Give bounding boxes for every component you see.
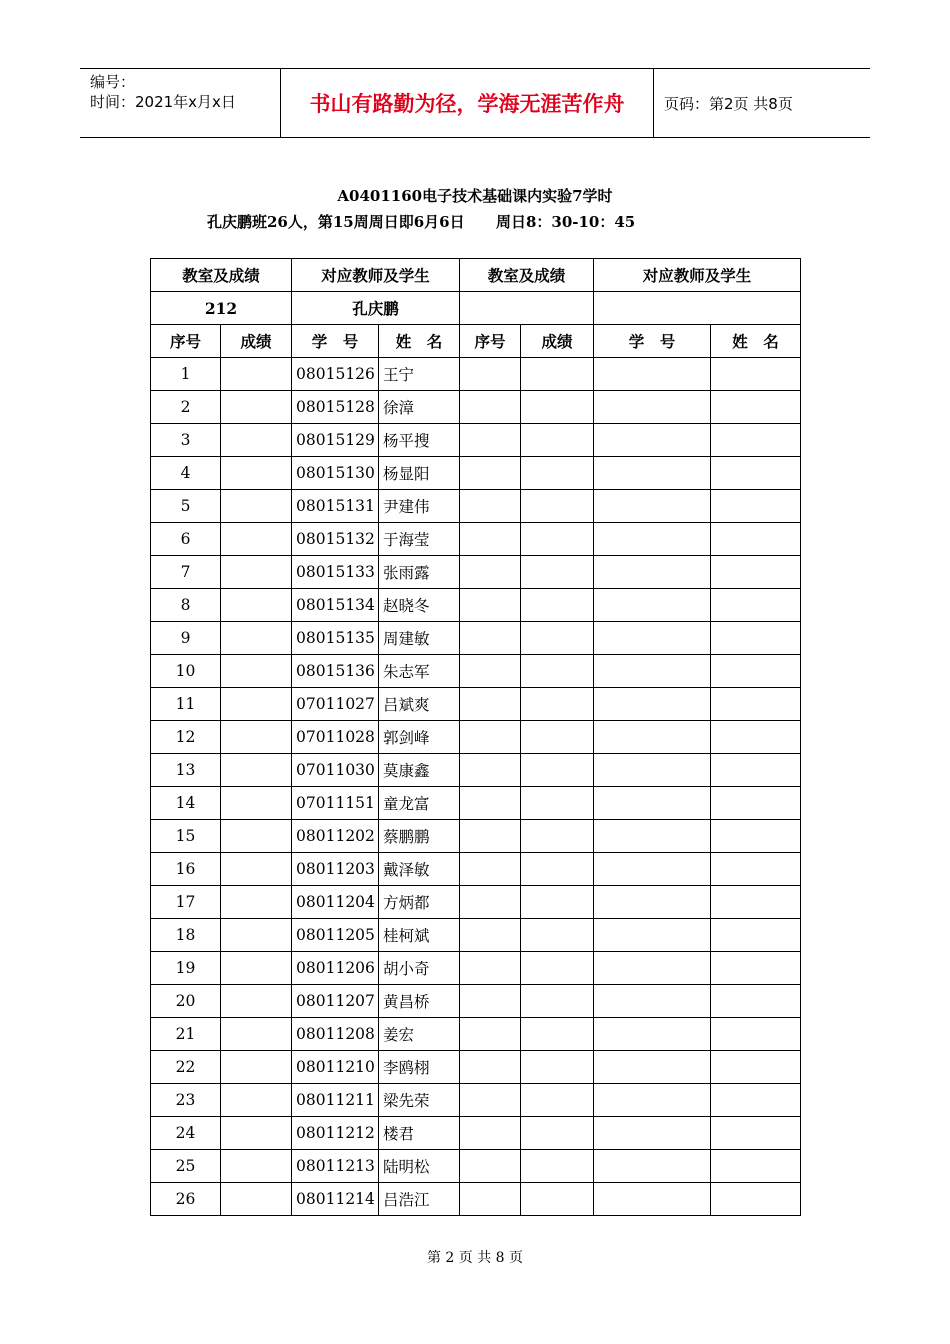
empty-cell [521, 985, 594, 1018]
room-row [151, 292, 801, 325]
empty-cell [521, 1150, 594, 1183]
student-id: 08015130 [292, 457, 379, 490]
table-row [151, 1150, 801, 1183]
empty-cell [594, 688, 711, 721]
group-header-row [151, 259, 801, 292]
student-id: 08015135 [292, 622, 379, 655]
student-name: 王宁 [379, 358, 460, 391]
empty-cell [460, 622, 521, 655]
empty-cell [711, 1084, 801, 1117]
empty-cell [460, 523, 521, 556]
score-cell [221, 556, 292, 589]
empty-cell [594, 1150, 711, 1183]
row-number: 10 [151, 655, 221, 688]
student-id: 08015134 [292, 589, 379, 622]
student-id: 08011205 [292, 919, 379, 952]
empty-cell [460, 655, 521, 688]
student-id: 08011214 [292, 1183, 379, 1216]
header-meta [80, 69, 281, 137]
empty-cell [594, 919, 711, 952]
row-number: 1 [151, 358, 221, 391]
empty-cell [521, 688, 594, 721]
row-number: 16 [151, 853, 221, 886]
table-row [151, 952, 801, 985]
score-cell [221, 457, 292, 490]
row-number: 21 [151, 1018, 221, 1051]
col-header: 序号 [460, 325, 521, 358]
student-name: 杨平搜 [379, 424, 460, 457]
empty-cell [521, 952, 594, 985]
table-row [151, 589, 801, 622]
empty-cell [521, 523, 594, 556]
empty-cell [460, 853, 521, 886]
student-name: 杨显阳 [379, 457, 460, 490]
empty-cell [460, 886, 521, 919]
empty-cell [521, 457, 594, 490]
empty-cell [711, 523, 801, 556]
student-id: 07011151 [292, 787, 379, 820]
col-header: 学 号 [292, 325, 379, 358]
student-name: 周建敏 [379, 622, 460, 655]
student-name: 吕斌爽 [379, 688, 460, 721]
empty-cell [711, 820, 801, 853]
empty-cell [460, 1117, 521, 1150]
table-row [151, 1084, 801, 1117]
row-number: 14 [151, 787, 221, 820]
empty-cell [594, 853, 711, 886]
empty-cell [521, 820, 594, 853]
student-id: 07011028 [292, 721, 379, 754]
page-footer: 第 2 页 共 8 页 [426, 1250, 524, 1266]
empty-cell [594, 490, 711, 523]
empty-cell [460, 787, 521, 820]
student-name: 胡小奇 [379, 952, 460, 985]
empty-cell [594, 1183, 711, 1216]
student-name: 郭剑峰 [379, 721, 460, 754]
empty-cell [711, 688, 801, 721]
group-header-cell: 对应教师及学生 [594, 259, 801, 292]
empty-cell [594, 523, 711, 556]
empty-cell [460, 1084, 521, 1117]
empty-cell [460, 1150, 521, 1183]
empty-cell [460, 985, 521, 1018]
number-label: 编号： [90, 73, 136, 91]
col-header: 姓 名 [711, 325, 801, 358]
empty-cell [460, 589, 521, 622]
empty-cell [594, 589, 711, 622]
row-number: 20 [151, 985, 221, 1018]
row-number: 25 [151, 1150, 221, 1183]
empty-cell [711, 358, 801, 391]
score-cell [221, 886, 292, 919]
empty-cell [521, 721, 594, 754]
empty-cell [594, 952, 711, 985]
empty-cell [711, 853, 801, 886]
empty-cell [460, 688, 521, 721]
empty-cell [711, 1051, 801, 1084]
empty-cell [594, 1117, 711, 1150]
empty-cell [711, 721, 801, 754]
empty-cell [521, 919, 594, 952]
empty-cell [521, 886, 594, 919]
empty-cell [521, 622, 594, 655]
student-name: 张雨露 [379, 556, 460, 589]
row-number: 19 [151, 952, 221, 985]
table-row [151, 1183, 801, 1216]
empty-cell [521, 391, 594, 424]
row-number: 4 [151, 457, 221, 490]
table-row [151, 457, 801, 490]
table-row [151, 1051, 801, 1084]
empty-cell [521, 853, 594, 886]
teacher-cell: 孔庆鹏 [292, 292, 460, 325]
empty-cell [594, 556, 711, 589]
col-header: 姓 名 [379, 325, 460, 358]
table-row [151, 655, 801, 688]
empty-cell [521, 1183, 594, 1216]
score-cell [221, 424, 292, 457]
table-row [151, 853, 801, 886]
empty-cell [460, 490, 521, 523]
empty-cell [594, 358, 711, 391]
empty-cell [521, 655, 594, 688]
empty-cell [594, 391, 711, 424]
student-name: 方炳都 [379, 886, 460, 919]
row-number: 18 [151, 919, 221, 952]
empty-cell [521, 589, 594, 622]
empty-cell [460, 721, 521, 754]
score-cell [221, 523, 292, 556]
row-number: 26 [151, 1183, 221, 1216]
empty-cell [521, 754, 594, 787]
student-name: 赵晓冬 [379, 589, 460, 622]
student-id: 07011030 [292, 754, 379, 787]
row-number: 7 [151, 556, 221, 589]
student-name: 黄昌桥 [379, 985, 460, 1018]
student-id: 08015131 [292, 490, 379, 523]
score-cell [221, 721, 292, 754]
page-header [80, 68, 870, 138]
table-row [151, 985, 801, 1018]
empty-cell [460, 1018, 521, 1051]
empty-cell [594, 985, 711, 1018]
student-id: 08011206 [292, 952, 379, 985]
student-name: 楼君 [379, 1117, 460, 1150]
empty-cell [711, 556, 801, 589]
student-name: 陆明松 [379, 1150, 460, 1183]
empty-cell [594, 886, 711, 919]
empty-cell [460, 919, 521, 952]
student-name: 童龙富 [379, 787, 460, 820]
empty-cell [594, 721, 711, 754]
empty-cell [521, 358, 594, 391]
score-cell [221, 1018, 292, 1051]
document-title: A0401160电子技术基础课内实验7学时 [337, 187, 613, 205]
student-id: 08015133 [292, 556, 379, 589]
row-number: 24 [151, 1117, 221, 1150]
student-name: 蔡鹏鹏 [379, 820, 460, 853]
table-row [151, 1018, 801, 1051]
col-header: 成绩 [221, 325, 292, 358]
empty-cell [521, 424, 594, 457]
empty-cell [711, 919, 801, 952]
student-name: 戴泽敏 [379, 853, 460, 886]
student-name: 李鸥栩 [379, 1051, 460, 1084]
empty-cell [711, 1117, 801, 1150]
student-id: 08011213 [292, 1150, 379, 1183]
row-number: 12 [151, 721, 221, 754]
row-number: 13 [151, 754, 221, 787]
empty-cell [711, 754, 801, 787]
score-cell [221, 853, 292, 886]
student-id: 08011211 [292, 1084, 379, 1117]
header-motto: 书山有路勤为径，学海无涯苦作舟 [281, 69, 654, 137]
score-cell [221, 952, 292, 985]
score-cell [221, 622, 292, 655]
score-cell [221, 787, 292, 820]
empty-cell [460, 556, 521, 589]
empty-cell [521, 1117, 594, 1150]
score-cell [221, 490, 292, 523]
empty-cell [521, 556, 594, 589]
empty-cell [460, 1051, 521, 1084]
table-row [151, 886, 801, 919]
empty-cell [460, 358, 521, 391]
empty-room-cell [460, 292, 594, 325]
row-number: 15 [151, 820, 221, 853]
score-cell [221, 1117, 292, 1150]
score-cell [221, 358, 292, 391]
empty-cell [460, 457, 521, 490]
empty-cell [594, 1018, 711, 1051]
empty-cell [594, 1084, 711, 1117]
empty-cell [594, 754, 711, 787]
student-id: 08011207 [292, 985, 379, 1018]
empty-cell [711, 985, 801, 1018]
room-cell: 212 [151, 292, 292, 325]
empty-cell [711, 391, 801, 424]
table-row [151, 820, 801, 853]
table-row [151, 787, 801, 820]
document-subtitle: 孔庆鹏班26人，第15周周日即6月6日 周日8：30-10：45 [207, 213, 636, 231]
table-row [151, 754, 801, 787]
score-cell [221, 1183, 292, 1216]
empty-cell [711, 1150, 801, 1183]
table-row [151, 556, 801, 589]
student-name: 姜宏 [379, 1018, 460, 1051]
col-header: 序号 [151, 325, 221, 358]
student-id: 08015136 [292, 655, 379, 688]
student-name: 徐漳 [379, 391, 460, 424]
student-id: 08011210 [292, 1051, 379, 1084]
student-id: 08011203 [292, 853, 379, 886]
score-cell [221, 820, 292, 853]
student-id: 08011212 [292, 1117, 379, 1150]
group-header-cell: 对应教师及学生 [292, 259, 460, 292]
empty-cell [594, 622, 711, 655]
row-number: 9 [151, 622, 221, 655]
student-name: 莫康鑫 [379, 754, 460, 787]
row-number: 3 [151, 424, 221, 457]
empty-cell [711, 622, 801, 655]
empty-cell [460, 424, 521, 457]
empty-cell [460, 754, 521, 787]
empty-cell [521, 1051, 594, 1084]
table-row [151, 523, 801, 556]
row-number: 8 [151, 589, 221, 622]
row-number: 5 [151, 490, 221, 523]
group-header-cell: 教室及成绩 [460, 259, 594, 292]
empty-cell [711, 490, 801, 523]
row-number: 22 [151, 1051, 221, 1084]
student-id: 08015132 [292, 523, 379, 556]
table-row [151, 424, 801, 457]
empty-cell [711, 952, 801, 985]
student-name: 于海莹 [379, 523, 460, 556]
empty-cell [594, 1051, 711, 1084]
row-number: 23 [151, 1084, 221, 1117]
empty-cell [521, 787, 594, 820]
table-row [151, 391, 801, 424]
table-body [151, 259, 801, 1216]
row-number: 2 [151, 391, 221, 424]
empty-cell [711, 457, 801, 490]
score-cell [221, 655, 292, 688]
empty-cell [711, 1183, 801, 1216]
empty-cell [711, 1018, 801, 1051]
column-header-row [151, 325, 801, 358]
student-id: 08015128 [292, 391, 379, 424]
empty-cell [711, 787, 801, 820]
score-cell [221, 589, 292, 622]
table-row [151, 721, 801, 754]
empty-cell [460, 391, 521, 424]
empty-teacher-cell [594, 292, 801, 325]
col-header: 学 号 [594, 325, 711, 358]
score-cell [221, 1150, 292, 1183]
score-cell [221, 688, 292, 721]
student-name: 吕浩江 [379, 1183, 460, 1216]
empty-cell [594, 655, 711, 688]
group-header-cell: 教室及成绩 [151, 259, 292, 292]
col-header: 成绩 [521, 325, 594, 358]
score-cell [221, 985, 292, 1018]
row-number: 11 [151, 688, 221, 721]
empty-cell [521, 1018, 594, 1051]
student-name: 梁先荣 [379, 1084, 460, 1117]
table-row [151, 490, 801, 523]
student-id: 08011202 [292, 820, 379, 853]
empty-cell [521, 490, 594, 523]
student-id: 08015126 [292, 358, 379, 391]
schedule-table [150, 258, 801, 1216]
empty-cell [594, 424, 711, 457]
header-page-label: 页码：第2页 共8页 [664, 94, 793, 113]
student-name: 桂柯斌 [379, 919, 460, 952]
empty-cell [711, 655, 801, 688]
student-name: 尹建伟 [379, 490, 460, 523]
table-row [151, 1117, 801, 1150]
score-cell [221, 391, 292, 424]
table-row [151, 622, 801, 655]
score-cell [221, 919, 292, 952]
score-cell [221, 754, 292, 787]
empty-cell [594, 457, 711, 490]
table-row [151, 688, 801, 721]
student-id: 08011208 [292, 1018, 379, 1051]
table-row [151, 919, 801, 952]
empty-cell [521, 1084, 594, 1117]
row-number: 17 [151, 886, 221, 919]
row-number: 6 [151, 523, 221, 556]
time-label: 时间：2021年x月x日 [90, 93, 236, 111]
score-cell [221, 1084, 292, 1117]
empty-cell [711, 424, 801, 457]
student-id: 08015129 [292, 424, 379, 457]
empty-cell [460, 1183, 521, 1216]
student-id: 08011204 [292, 886, 379, 919]
empty-cell [711, 589, 801, 622]
empty-cell [460, 820, 521, 853]
empty-cell [460, 952, 521, 985]
student-id: 07011027 [292, 688, 379, 721]
empty-cell [594, 787, 711, 820]
empty-cell [594, 820, 711, 853]
table-row [151, 358, 801, 391]
student-name: 朱志军 [379, 655, 460, 688]
score-cell [221, 1051, 292, 1084]
empty-cell [711, 886, 801, 919]
